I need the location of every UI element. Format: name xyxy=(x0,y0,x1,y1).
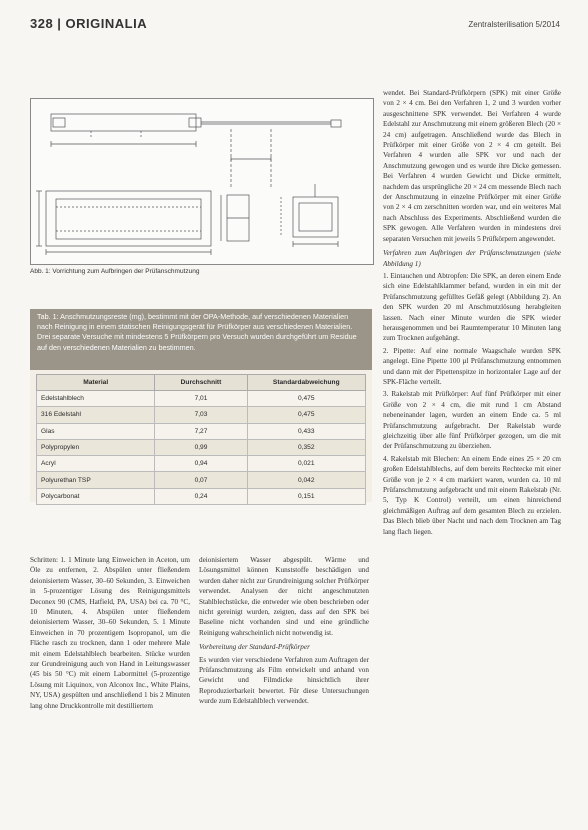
table-row xyxy=(37,423,366,439)
mean-cell: 0,07 xyxy=(155,472,247,488)
paragraph: 4. Rakelstab mit Blechen: An einem Ende eines 25 × 20 cm großen Edelstahlblechs, auf dem bereits Rechtecke mit einer Größe von je 2 × 4 cm markiert waren, wurden ca. 10 ml Prüfanschmutzung aufgebracht und mit einem Rakelstab (Nr. 5, Typ K Control) verteilt, um einen hinreichend gleichmäßigen Auftrag auf dem gesamten Blech zu erzielen. Das Blech blieb über Nacht und nach dem Trocknen am Tag lang flach liegen. xyxy=(383,454,561,536)
sd-cell: 0,352 xyxy=(247,439,365,455)
mean-cell: 0,24 xyxy=(155,488,247,504)
table-row xyxy=(37,439,366,455)
table-row xyxy=(37,407,366,423)
column-header-sd: Standardabweichung xyxy=(247,375,365,391)
mean-cell: 7,27 xyxy=(155,423,247,439)
material-cell: Glas xyxy=(37,423,155,439)
table-row xyxy=(37,456,366,472)
section-heading: Vorbereitung der Standard-Prüfkörper xyxy=(199,643,310,652)
paragraph: 1. Eintauchen und Abtropfen: Die SPK, an deren einem Ende sich eine Edelstahlklammer befand, wurden in ein mit der Prüfanschmutzung gefülltes Gefäß gelegt (Abbildung 2). An den SPK wurden 20 ml Anschmutzlösung herabgleiten lassen. Nach einer Minute wurden die SPK wieder herausgenommen und bei Raumtemperatur 10 Minuten lang zum Trocknen aufgehängt. xyxy=(383,271,561,343)
sd-cell: 0,021 xyxy=(247,456,365,472)
column-header-material: Material xyxy=(37,375,155,391)
material-cell: 316 Edelstahl xyxy=(37,407,155,423)
material-cell: Acryl xyxy=(37,456,155,472)
table-row xyxy=(37,472,366,488)
body-column-right xyxy=(383,88,561,826)
results-table xyxy=(36,374,366,505)
table-panel xyxy=(30,309,372,502)
journal-issue: Zentralsterilisation 5/2014 xyxy=(468,20,560,29)
paragraph: Schritten: 1. 1 Minute lang Einweichen in Aceton, um Öle zu entfernen, 2. Abspülen unter fließendem deionisiertem Wasser, 30–60 Sekunden, 3. Einweichen in 5-prozentiger Lösung des Reinigungsmittels Deconex 90 (CMS, Hatfield, PA, USA) bei ca. 70 °C, 10 Minuten, 4. Abspülen unter fließendem deionisiertem Wasser, 30–60 Sekunden, 5. 1 Minute Einweichen in 70 prozentigem Isopropanol, um die Fläche rasch zu trocknen, dann 1 oder mehrere Male mit einem Edelstahlblech bearbeiten. Stücke wurden zur Grundreinigung auch von Hand in Leitungswasser (45 bis 50 °C) mit einem Labormittel (5-prozentige Lösung mit Liquinox, von Alconox Inc., White Plains, NY, USA) gespülten und anschließend 1 bis 2 Minuten lang ohne Druckkontrolle mit destilliertem xyxy=(30,556,190,710)
paragraph: deionisiertem Wasser abgespült. Wärme und Lösungsmittel können Kunststoffe beschädigen und wurden daher nicht zur Grundreinigung solcher Prüfkörper verwendet. Analysen der nicht angeschmutzten Stahlblechstücke, die entweder wie oben beschrieben oder nicht gereinigt wurden, zeigten, dass auf den SPK bei Baseline nicht vorhanden sind und eine gründliche Reinigung wahrscheinlich nicht notwendig ist. xyxy=(199,556,369,637)
figure-caption: Abb. 1: Vorrichtung zum Aufbringen der Prüfanschmutzung xyxy=(30,268,200,275)
sd-cell: 0,475 xyxy=(247,407,365,423)
material-cell: Polypropylen xyxy=(37,439,155,455)
mean-cell: 0,99 xyxy=(155,439,247,455)
column-header-mean: Durchschnitt xyxy=(155,375,247,391)
sd-cell: 0,151 xyxy=(247,488,365,504)
section-heading: Verfahren zum Aufbringen der Prüfanschmutzungen (siehe Abbildung 1) xyxy=(383,249,561,268)
table-row xyxy=(37,391,366,407)
table-row xyxy=(37,488,366,504)
apparatus-drawing xyxy=(31,99,373,264)
material-cell: Polycarbonat xyxy=(37,488,155,504)
mean-cell: 0,94 xyxy=(155,456,247,472)
sd-cell: 0,042 xyxy=(247,472,365,488)
table-caption: Tab. 1: Anschmutzungsreste (mg), bestimmt mit der OPA-Methode, auf verschiedenen Materialien nach Reinigung in einem statischen Reinigungsgerät für Prüfkörper aus verschiedenen Materialien. Drei separate Versuche mit mindestens 5 Prüfkörpern pro Versuch wurden durchgeführt um Residue auf den verschiedenen Materialien zu bestimmen. xyxy=(30,309,372,370)
body-column-left xyxy=(30,555,190,825)
sd-cell: 0,433 xyxy=(247,423,365,439)
table-header-row xyxy=(37,375,366,391)
paragraph: Es wurden vier verschiedene Verfahren zum Auftragen der Prüfanschmutzung als Film entwickelt und anhand von Gewicht und Filmdicke hinsichtlich ihrer Reproduzierbarkeit bewertet. Für diese Untersuchungen wurde zum Edelstahlblech verwendet. xyxy=(199,655,369,706)
paragraph: 2. Pipette: Auf eine normale Waagschale wurden SPK angelegt. Eine Pipette 100 µl Prüfanschmutzung entnommen und dann mit der Pipettenspitze in horizontaler Lage auf der SPK-Fläche verteilt. xyxy=(383,346,561,386)
figure-diagram xyxy=(30,98,374,265)
page-section-label: 328 | ORIGINALIA xyxy=(30,16,148,31)
material-cell: Polyurethan TSP xyxy=(37,472,155,488)
sd-cell: 0,475 xyxy=(247,391,365,407)
mean-cell: 7,01 xyxy=(155,391,247,407)
mean-cell: 7,03 xyxy=(155,407,247,423)
paragraph: 3. Rakelstab mit Prüfkörper: Auf fünf Prüfkörper mit einer Größe von 2 × 4 cm, die mit rund 1 cm Abstand nebeneinander lagen, wurden an einem Ende ca. 5 ml Prüfanschmutzung aufgebracht. Der Rakelstab wurde gleichzeitig über alle fünf Prüfkörper gezogen, um die mit der Prüfanschmutzung zu überziehen. xyxy=(383,390,561,451)
body-column-middle xyxy=(199,555,369,825)
material-cell: Edelstahlblech xyxy=(37,391,155,407)
paragraph: wendet. Bei Standard-Prüfkörpern (SPK) mit einer Größe von 2 × 4 cm. Bei den Verfahren 1, 2 und 3 wurden vorher ausgeschnittene SPK verwendet. Bei Verfahren 4 wurde Edelstahl zur Anschmutzung mit einem größeren Blech (20 × 24 cm) aufgetragen. Anschließend wurde das Blech in Prüfkörper mit einer Größe von 2 × 4 cm geteilt. Bei Verfahren 4 wurden alle SPK vor und nach der Anschmutzung gewogen und es wurde ihre Dicke gemessen. Bei Verfahren 4 wurden Gewicht und Dicke ermittelt, nachdem das ursprüngliche 20 × 24 cm messende Blech nach der Anschmutzung in einzelne Prüfkörper mit einer Größe von 2 × 4 cm zerschnitten worden war, und ein weiteres Mal nach Abschluss des Experiments. Abschließend wurden die SPK gewogen. Alle Verfahren wurden in mindestens drei separaten Versuchen mit jeweils 5 Prüfkörpern angewendet. xyxy=(383,89,561,243)
